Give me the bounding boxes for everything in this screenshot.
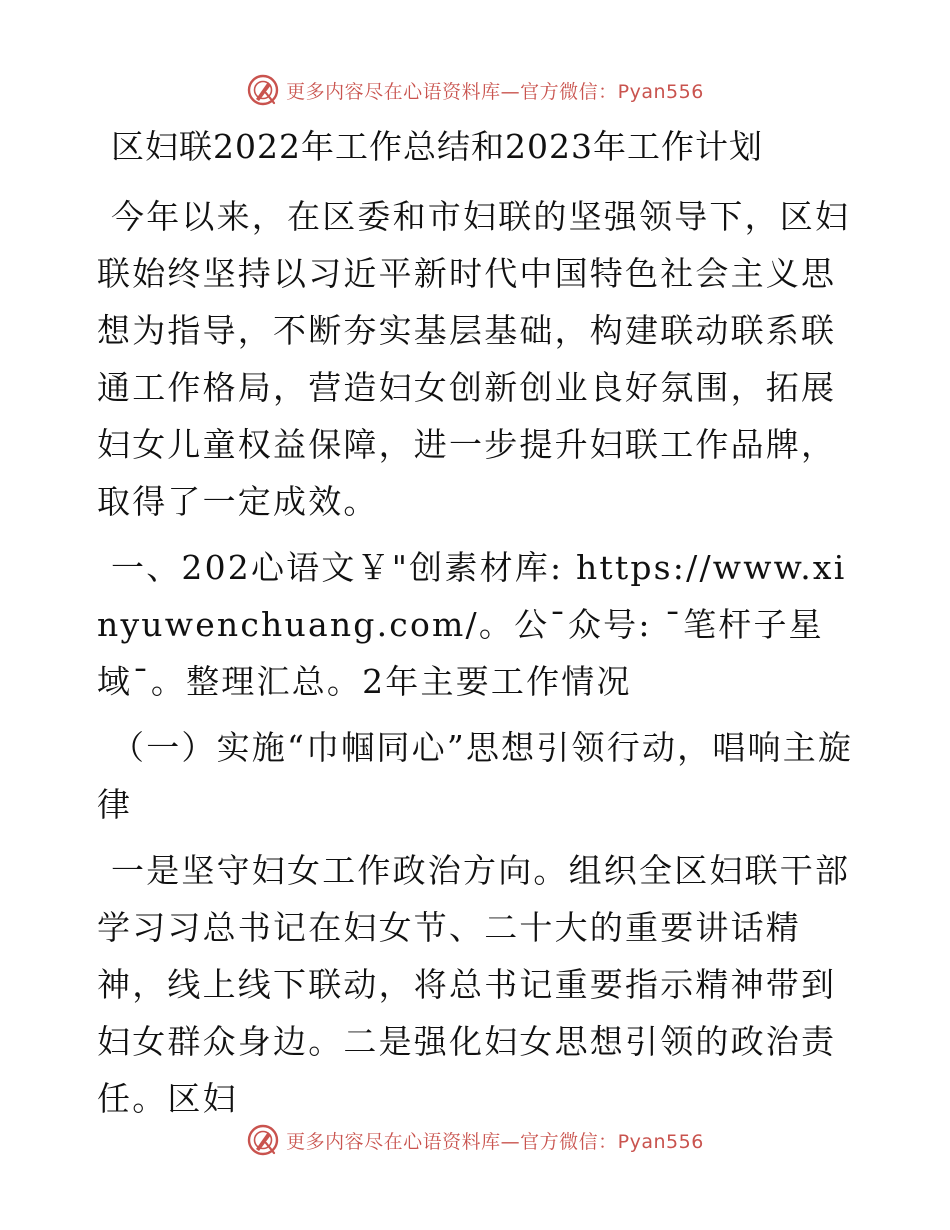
paragraph-body-1: 一是坚守妇女工作政治方向。组织全区妇联干部学习习总书记在妇女节、二十大的重要讲话精神，线上线下联动，将总书记重要指示精神带到妇女群众身边。二是强化妇女思想引领的政治责任。区妇 xyxy=(97,851,851,1118)
header-banner-text: 更多内容尽在心语资料库—官方微信：Pyan556 xyxy=(286,80,704,103)
footer-banner xyxy=(0,1120,950,1160)
section-heading-1: 一、202心语文￥"创素材库: https://www.xinyuwenchuang.com/。公¯众号: ¯笔杆子星域¯。整理汇总。2年主要工作情况 xyxy=(97,548,847,701)
subsection-heading-1: （一）实施“巾帼同心”思想引领行动，唱响主旋律 xyxy=(97,728,854,824)
header-banner xyxy=(0,70,950,110)
document-title: 区妇联2022年工作总结和2023年工作计划 xyxy=(111,127,763,166)
document-body xyxy=(97,122,857,1127)
footer-banner-text: 更多内容尽在心语资料库—官方微信：Pyan556 xyxy=(286,1130,704,1153)
paragraph-intro: 今年以来，在区委和市妇联的坚强领导下，区妇联始终坚持以习近平新时代中国特色社会主义思想为指导，不断夯实基层基础，构建联动联系联通工作格局，营造妇女创新创业良好氛围，拓展妇女儿童权益保障，进一步提升妇联工作品牌，取得了一定成效。 xyxy=(97,197,851,521)
ribbon-logo-icon xyxy=(246,1123,280,1157)
ribbon-logo-icon xyxy=(246,73,280,107)
